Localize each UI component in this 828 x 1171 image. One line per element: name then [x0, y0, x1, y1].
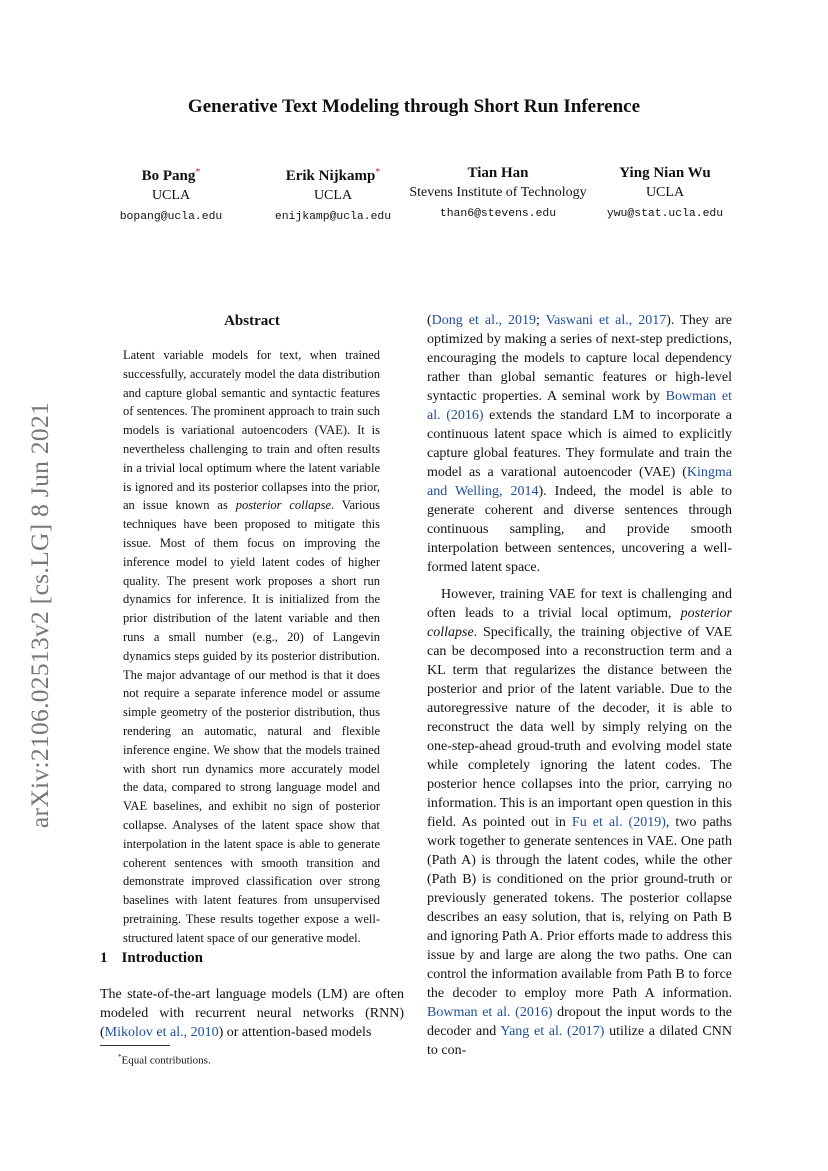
author-affiliation: UCLA: [313, 188, 353, 203]
author-name: Erik Nijkamp*: [285, 167, 381, 184]
intro-paragraph: The state-of-the-art language models (LM) are often modeled with recurrent neural networks (RNN) (Mikolov et al., 2010) or attention-based models: [100, 987, 404, 1040]
author-affiliation: UCLA: [151, 188, 191, 203]
right-column: [427, 311, 732, 1060]
citation-link[interactable]: Bowman et al. (2016): [427, 389, 733, 423]
author-affiliation: Stevens Institute of Technology: [409, 185, 587, 200]
arxiv-stamp: [20, 380, 60, 850]
paper-title: Generative Text Modeling through Short Run Inference: [187, 96, 641, 117]
author-email: ywu@stat.ucla.edu: [606, 208, 724, 220]
body-paragraph: However, training VAE for text is challenging and often leads to a trivial local optimum, posterior collapse. Specifically, the training objective of VAE can be decomposed into a reconstruction term and a KL term that regularizes the distance between the posterior and prior of the latent variable. Due to the autoregressive nature of the decoder, it is able to reconstruct the data well by simply relying on the one-step-ahead groud-truth and evolving model state while completely ignoring the latent codes. The posterior hence collapses into the prior, carrying no information. This is an important open question in this field. As pointed out in Fu et al. (2019), two paths work together to generate sentences in VAE. One path (Path A) is through the latent codes, while the other (Path B) is conditioned on the prior ground-truth or previously generated tokens. The posterior collapse describes an easy solution, that is, relying on Path B and ignoring Path A. Prior efforts made to address this issue by and large are along the two paths. One can control the information available from Path B to force the decoder to employ more Path A information. Bowman et al. (2016) dropout the input words to the decoder and Yang et al. (2017) utilize a dilated CNN to con-: [427, 587, 732, 1058]
author-block-4: [565, 163, 765, 225]
author-email: bopang@ucla.edu: [119, 211, 223, 223]
citation-link[interactable]: Vaswani et al., 2017: [545, 313, 667, 328]
citation-link[interactable]: Mikolov et al., 2010: [104, 1025, 219, 1040]
author-name: Ying Nian Wu: [619, 165, 711, 181]
abstract-text: Latent variable models for text, when trained successfully, accurately model the data distribution and capture global semantic and syntactic features of sentences. The prominent approach to train such models is variational autoencoders (VAE). It is nevertheless challenging to train and often results in a trivial local optimum where the latent variable is ignored and its posterior collapses into the prior, an issue known as posterior collapse. Various techniques have been proposed to mitigate this issue. Most of them focus on improving the inference model to yield latent codes of higher quality. The present work proposes a short run dynamics for inference. It is initialized from the prior distribution of the latent variable and then runs a small number (e.g., 20) of Langevin dynamics steps guided by its posterior distribution. The major advantage of our method is that it does not require a separate inference model or assume simple geometry of the posterior distribution, thus rendering an automatic, natural and flexible inference engine. We show that the models trained with short run dynamics more accurately model the data, compared to strong language model and VAE baselines, and exhibit no sign of posterior collapse. Analyses of the latent space show that interpolation in the latent space is able to generate coherent sentences with smooth transition and demonstrate improved classification over strong baselines with latent features from unsupervised pretraining. These results together expose a well-structured latent space of our generative model.: [123, 348, 380, 945]
author-affiliation: UCLA: [645, 185, 685, 200]
citation-link[interactable]: Bowman et al. (2016): [427, 1005, 553, 1020]
author-email: than6@stevens.edu: [439, 208, 557, 220]
citation-link[interactable]: Dong et al., 2019: [431, 313, 536, 328]
section-heading-introduction: 1 Introduction: [100, 950, 203, 966]
author-name: Tian Han: [467, 165, 529, 181]
author-email: enijkamp@ucla.edu: [274, 211, 392, 223]
citation-link[interactable]: Yang et al. (2017): [500, 1024, 605, 1039]
citation-link[interactable]: Fu et al. (2019): [571, 815, 666, 830]
body-paragraph: (Dong et al., 2019; Vaswani et al., 2017). They are optimized by making a series of next-step predictions, encouraging the models to capture local dependency rather than global semantic features or high-level syntactic properties. A seminal work by Bowman et al. (2016) extends the standard LM to incorporate a continuous latent space which is aimed to explicitly capture global features. They formulate and train the model as a varational autoencoder (VAE) (Kingma and Welling, 2014). Indeed, the model is able to generate coherent and diverse sentences through continuous sampling, and provide smooth interpolation between sentences, uncovering a well-formed latent space.: [427, 313, 733, 575]
footnote: *Equal contributions.: [118, 1053, 211, 1067]
arxiv-id: arXiv:2106.02513v2 [cs.LG] 8 Jun 2021: [25, 401, 54, 829]
abstract-heading: Abstract: [224, 313, 280, 329]
footnote-rule: [100, 1045, 170, 1046]
citation-link[interactable]: Kingma and Welling, 2014: [427, 465, 732, 499]
author-name: Bo Pang*: [141, 167, 201, 184]
